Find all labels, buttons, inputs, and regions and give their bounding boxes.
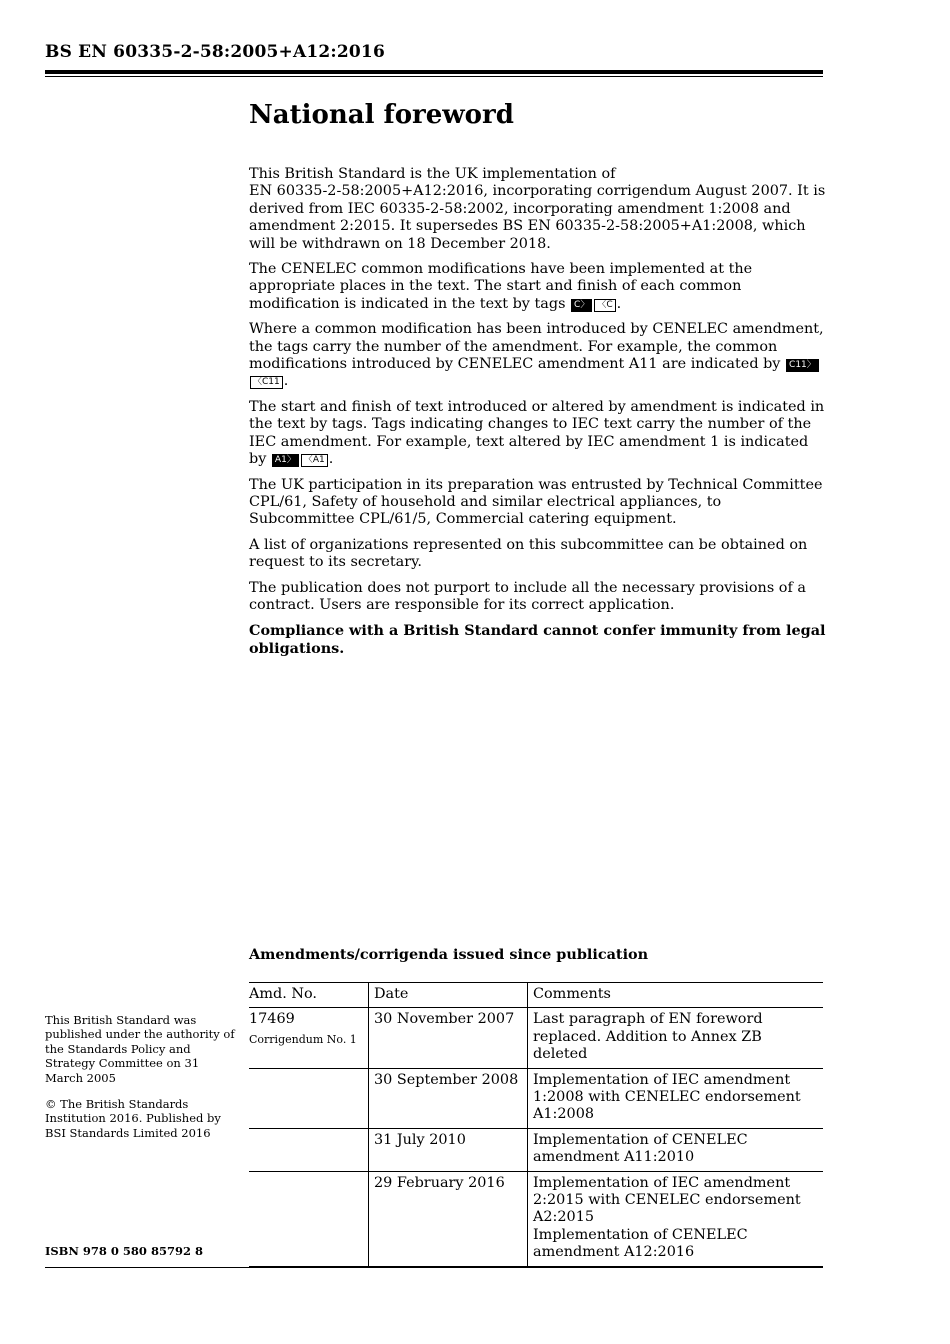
- table-row: [249, 1171, 823, 1266]
- tag-c-end-icon: 〈 C: [594, 299, 615, 312]
- paragraph-compliance: Compliance with a British Standard cannot confer immunity from legal obligations.: [249, 622, 826, 657]
- document-id: BS EN 60335-2-58:2005+A12:2016: [45, 42, 385, 62]
- date-cell: 29 February 2016: [369, 1171, 528, 1266]
- copyright-note: © The British Standards Institution 2016. Published by BSI Standards Limited 2016: [45, 1097, 221, 1140]
- amendments-table: [249, 982, 823, 1267]
- comments-cell: Implementation of IEC amendment 1:2008 with CENELEC endorsement A1:2008: [528, 1068, 824, 1128]
- paragraph-iec-tags: The start and finish of text introduced or altered by amendment is indicated in the text by tags. Tags indicating changes to IEC text carry the number of the IEC amendment. For example, text altered by IEC amendment 1 is indicated by A1 〉〈 A1 .: [249, 399, 829, 469]
- tag-a1-end-icon: 〈 A1: [301, 454, 328, 467]
- table-row: [249, 1008, 823, 1068]
- paragraph-implementation: This British Standard is the UK implementation of EN 60335-2-58:2005+A12:2016, incorporating corrigendum August 2007. It is derived from IEC 60335-2-58:2002, incorporating amendment 1:2008 and amendment 2:2015. It supersedes BS EN 60335-2-58:2005+A1:2008, which will be withdrawn on 18 December 2018.: [249, 166, 826, 252]
- tag-a1-start-icon: A1 〉: [272, 454, 299, 467]
- paragraph-cenelec-modifications: The CENELEC common modifications have been implemented at the appropriate places in the text. The start and finish of each common modification is indicated in the text by tags C 〉〈 C .: [249, 261, 829, 313]
- comments-cell: Implementation of IEC amendment 2:2015 with CENELEC endorsement A2:2015 Implementation of CENELEC amendment A12:2016: [528, 1171, 824, 1266]
- amd-number-cell: [249, 1171, 369, 1266]
- tag-c11-end-icon: 〈 C11: [250, 376, 283, 389]
- column-header-comments: Comments: [528, 983, 824, 1008]
- paragraph-contract: The publication does not purport to include all the necessary provisions of a contract. Users are responsible for its correct application.: [249, 579, 806, 613]
- foreword-body: [249, 166, 829, 665]
- tag-c-start-icon: C 〉: [571, 299, 592, 312]
- comments-cell: Implementation of CENELEC amendment A11:2010: [528, 1128, 824, 1171]
- tag-c11-start-icon: C11 〉: [786, 359, 819, 372]
- paragraph-uk-participation: The UK participation in its preparation was entrusted by Technical Committee CPL/61, Safety of household and similar electrical appliances, to Subcommittee CPL/61/5, Commercial catering equipment.: [249, 476, 823, 528]
- date-cell: 31 July 2010: [369, 1128, 528, 1171]
- page-title: National foreword: [249, 100, 514, 130]
- column-header-date: Date: [369, 983, 528, 1008]
- comments-cell: Last paragraph of EN foreword replaced. Addition to Annex ZB deleted: [528, 1008, 824, 1068]
- header-rule-thick: [45, 70, 823, 74]
- publication-authority-note: This British Standard was published under the authority of the Standards Policy and Strategy Committee on 31 March 2005: [45, 1013, 235, 1085]
- column-header-amd-no: Amd. No.: [249, 983, 369, 1008]
- isbn: ISBN 978 0 580 85792 8: [45, 1244, 203, 1258]
- table-header-row: [249, 983, 823, 1008]
- table-row: [249, 1068, 823, 1128]
- paragraph-amendment-tags: Where a common modification has been introduced by CENELEC amendment, the tags carry the number of the amendment. For example, the common modifications introduced by CENELEC amendment A11 are indicated by C11 〉〈 C11 .: [249, 321, 829, 391]
- publication-sidebar: [45, 1013, 235, 1152]
- table-row: [249, 1128, 823, 1171]
- amd-number-cell: 17469 Corrigendum No. 1: [249, 1008, 369, 1068]
- amendments-heading: Amendments/corrigenda issued since publication: [249, 946, 649, 963]
- amd-number-cell: [249, 1068, 369, 1128]
- footer-rule: [45, 1267, 823, 1268]
- header-rule-thin: [45, 76, 823, 77]
- date-cell: 30 September 2008: [369, 1068, 528, 1128]
- amd-number-cell: [249, 1128, 369, 1171]
- date-cell: 30 November 2007: [369, 1008, 528, 1068]
- paragraph-organizations: A list of organizations represented on this subcommittee can be obtained on request to its secretary.: [249, 536, 808, 571]
